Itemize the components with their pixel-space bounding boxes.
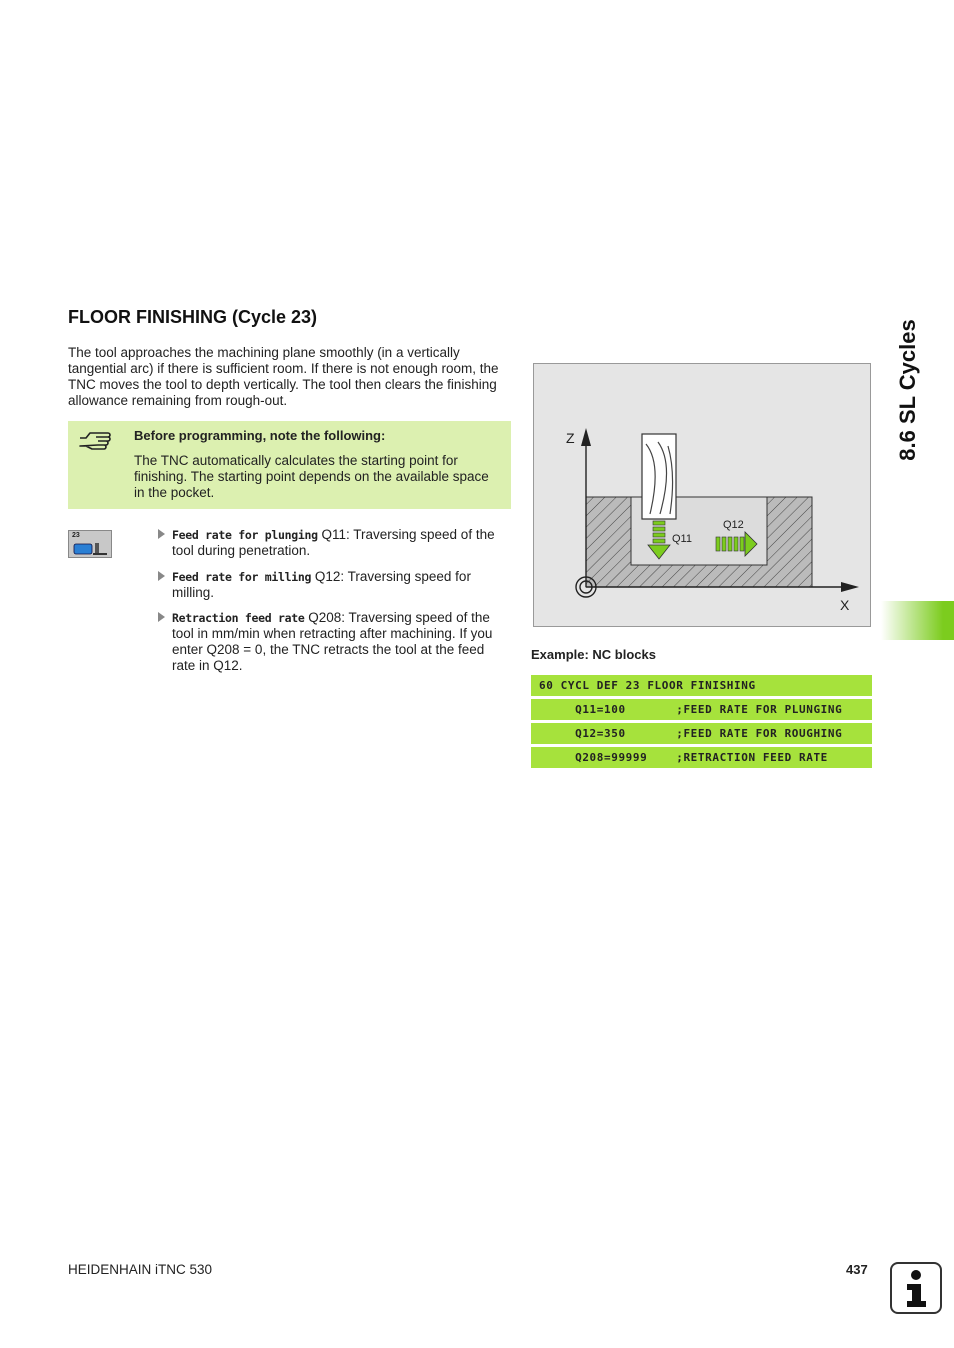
diagram-canvas (534, 364, 872, 628)
nc-block-text: Q12=350 ;FEED RATE FOR ROUGHING (539, 727, 843, 740)
intro-paragraph: The tool approaches the machining plane smoothly (in a vertically tangential arc) if there is sufficient room. If there is not enough room, the TNC moves the tool to depth vertically. The tool then clears the finishing allowance remaining from rough-out. (68, 345, 499, 408)
param-keyword: Feed rate for plunging (172, 528, 318, 542)
footer-manual-name: HEIDENHAIN iTNC 530 (68, 1262, 213, 1277)
param-description: Q11: Traversing speed of the tool during penetration. (172, 527, 495, 558)
nc-block-row (531, 723, 872, 744)
nc-block-row (531, 675, 872, 696)
x-axis-arrow-icon (841, 582, 859, 592)
info-glyph (892, 1264, 940, 1312)
z-axis-arrow-icon (581, 428, 591, 446)
nc-block-row (531, 699, 872, 720)
info-icon[interactable] (890, 1262, 942, 1314)
nc-block-row (531, 747, 872, 768)
example-title: Example: NC blocks (531, 647, 656, 662)
workpiece (586, 497, 812, 587)
note-title: Before programming, note the following: (134, 428, 386, 443)
chapter-tab-marker (881, 601, 954, 640)
nc-block-text: Q208=99999 ;RETRACTION FEED RATE (539, 751, 828, 764)
chapter-side-title (868, 300, 948, 480)
axis-label-x: X (840, 597, 850, 613)
floor-finishing-cycle-icon (73, 542, 109, 556)
param-keyword: Feed rate for milling (172, 570, 312, 584)
pointing-hand-icon (78, 429, 114, 455)
nc-block-text: Q11=100 ;FEED RATE FOR PLUNGING (539, 703, 843, 716)
page-number: 437 (846, 1262, 868, 1277)
label-q12: Q12 (723, 519, 744, 531)
param-feed-plunging (158, 527, 510, 559)
param-retraction-feed (158, 610, 510, 674)
milling-tool-icon (642, 434, 676, 519)
nc-block-text: 60 CYCL DEF 23 FLOOR FINISHING (539, 679, 756, 692)
param-description: Q208: Traversing speed of the tool in mm/min when retracting after machining. If you enter Q208 = 0, the TNC retracts the tool at the feed rate in Q12. (172, 610, 493, 673)
bullet-arrow-icon (158, 571, 165, 581)
note-box (68, 421, 511, 509)
param-feed-milling (158, 569, 510, 601)
softkey-label: 23 (72, 532, 80, 539)
chapter-side-title-text: 8.6 SL Cycles (895, 319, 920, 461)
cycle-23-softkey[interactable] (68, 530, 112, 558)
section-heading: FLOOR FINISHING (Cycle 23) (68, 307, 318, 327)
note-body: The TNC automatically calculates the starting point for finishing. The starting point depends on the available space in the pocket. (134, 453, 489, 500)
axis-label-z: Z (566, 430, 575, 446)
label-q11: Q11 (672, 533, 692, 545)
floor-finishing-diagram (533, 363, 871, 627)
bullet-arrow-icon (158, 612, 165, 622)
param-keyword: Retraction feed rate (172, 611, 305, 625)
bullet-arrow-icon (158, 529, 165, 539)
param-description: Q12: Traversing speed for milling. (172, 569, 471, 600)
